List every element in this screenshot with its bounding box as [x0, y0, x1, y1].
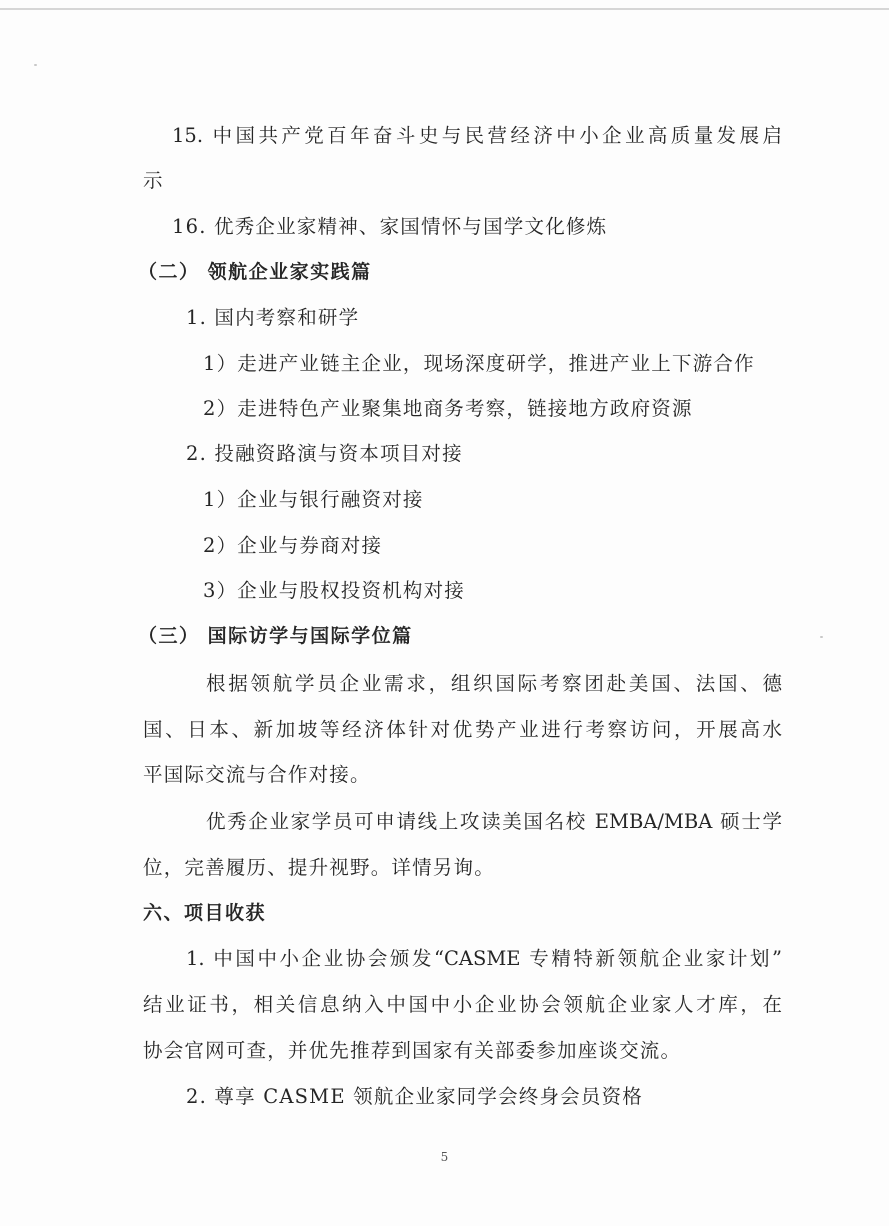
item-15-line-1: 15. 中国共产党百年奋斗史与民营经济中小企业高质量发展启 [172, 124, 782, 147]
part-3-heading: （三） 国际访学与国际学位篇 [138, 625, 413, 647]
part-3-para-1-line-1: 根据领航学员企业需求，组织国际考察团赴美国、法国、德 [206, 672, 782, 695]
section-6-item-1-line-2: 结业证书，相关信息纳入中国中小企业协会领航企业家人才库，在 [143, 993, 782, 1016]
part-2-sub-2-point-1: 1）企业与银行融资对接 [203, 488, 424, 511]
section-6-item-1-line-1: 1. 中国中小企业协会颁发“CASME 专精特新领航企业家计划” [186, 947, 782, 970]
item-15-line-2: 示 [143, 169, 164, 192]
part-3-para-1-line-2: 国、日本、新加坡等经济体针对优势产业进行考察访问，开展高水 [143, 718, 782, 741]
part-2-sub-2-point-3: 3）企业与股权投资机构对接 [203, 579, 466, 602]
section-6-item-2: 2. 尊享 CASME 领航企业家同学会终身会员资格 [186, 1085, 643, 1108]
part-3-para-2-line-1: 优秀企业家学员可申请线上攻读美国名校 EMBA/MBA 硕士学 [206, 810, 782, 833]
section-6-item-1-line-3: 协会官网可查，并优先推荐到国家有关部委参加座谈交流。 [143, 1039, 682, 1062]
page-number: 5 [440, 1150, 449, 1164]
scan-top-border [0, 8, 889, 10]
scan-speck [820, 636, 823, 638]
part-2-sub-2-point-2: 2）企业与券商对接 [203, 534, 383, 557]
scan-speck [34, 64, 37, 66]
part-3-para-1-line-3: 平国际交流与合作对接。 [143, 763, 371, 786]
part-2-sub-1-title: 1. 国内考察和研学 [186, 306, 360, 329]
part-2-sub-1-point-1: 1）走进产业链主企业，现场深度研学，推进产业上下游合作 [203, 352, 755, 375]
part-3-para-2-line-2: 位，完善履历、提升视野。详情另询。 [143, 856, 495, 879]
part-2-sub-2-title: 2. 投融资路演与资本项目对接 [186, 442, 463, 465]
part-2-heading: （二） 领航企业家实践篇 [138, 261, 372, 283]
section-6-heading: 六、项目收获 [143, 902, 267, 924]
item-16: 16. 优秀企业家精神、家国情怀与国学文化修炼 [172, 215, 608, 238]
part-2-sub-1-point-2: 2）走进特色产业聚集地商务考察，链接地方政府资源 [203, 397, 693, 420]
